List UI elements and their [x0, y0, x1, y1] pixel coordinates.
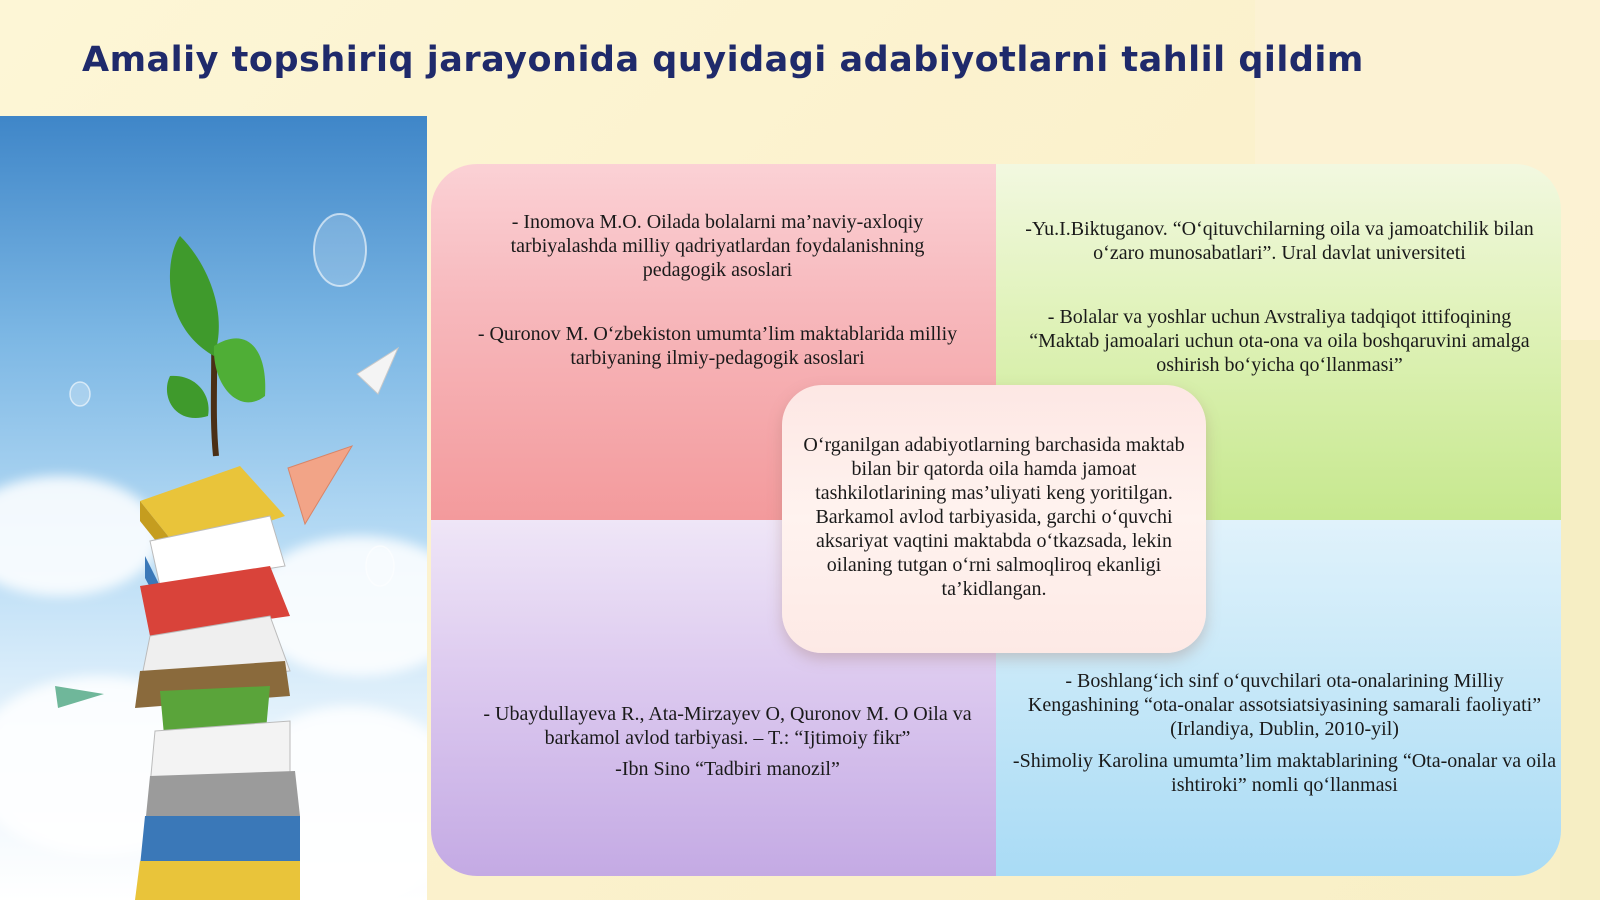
books-illustration — [0, 116, 427, 900]
slide-title: Amaliy topshiriq jarayonida quyidagi adabiyotlarni tahlil qildim — [82, 40, 1364, 80]
reference-item: - Inomova M.O. Oilada bolalarni ma’naviy-axloqiy tarbiyalashda milliy qadriyatlardan foydalanishning pedagogik asoslari — [510, 211, 925, 281]
reference-item: -Shimoliy Karolina umumta’lim maktablarining “Ota-onalar va oila ishtiroki” nomli qo‘llanmasi — [1012, 750, 1557, 796]
books-stack-with-sprout-icon — [0, 116, 427, 900]
reference-item: -Ibn Sino “Tadbiri manozil” — [615, 758, 840, 780]
background-panel — [1560, 340, 1600, 900]
reference-item: - Bolalar va yoshlar uchun Avstraliya tadqiqot ittifoqining “Maktab jamoalari uchun ota-ona va oila boshqaruvini amalga oshirish bo‘yicha qo‘llanmasi” — [1029, 306, 1530, 376]
reference-item: - Boshlang‘ich sinf o‘quvchilari ota-onalarining Milliy Kengashining “ota-onalar assotsiatsiyasining samarali faoliyati” (Irlandiya, Dublin, 2010-yil) — [1027, 670, 1542, 740]
reference-item: - Quronov M. O‘zbekiston umumta’lim maktablarida milliy tarbiyaning ilmiy-pedagogik asoslari — [477, 323, 958, 369]
conclusion-box — [782, 385, 1206, 653]
reference-item: - Ubaydullayeva R., Ata-Mirzayev O, Quronov M. O Oila va barkamol avlod tarbiyasi. – T.: “Ijtimoiy fikr” — [483, 703, 972, 749]
conclusion-text: O‘rganilgan adabiyotlarning barchasida maktab bilan bir qatorda oila hamda jamoat tashkilotlarining mas’uliyati keng yoritilgan. Barkamol avlod tarbiyasida, garchi o‘quvchi aksariyat vaqtini maktabda o‘tkazsada, lekin oilaning tutgan o‘rni salmoqliroq ekanligi ta’kidlangan. — [803, 434, 1185, 600]
reference-item: -Yu.I.Biktuganov. “O‘qituvchilarning oila va jamoatchilik bilan o‘zaro munosabatlari”. Ural davlat universiteti — [1025, 218, 1534, 264]
